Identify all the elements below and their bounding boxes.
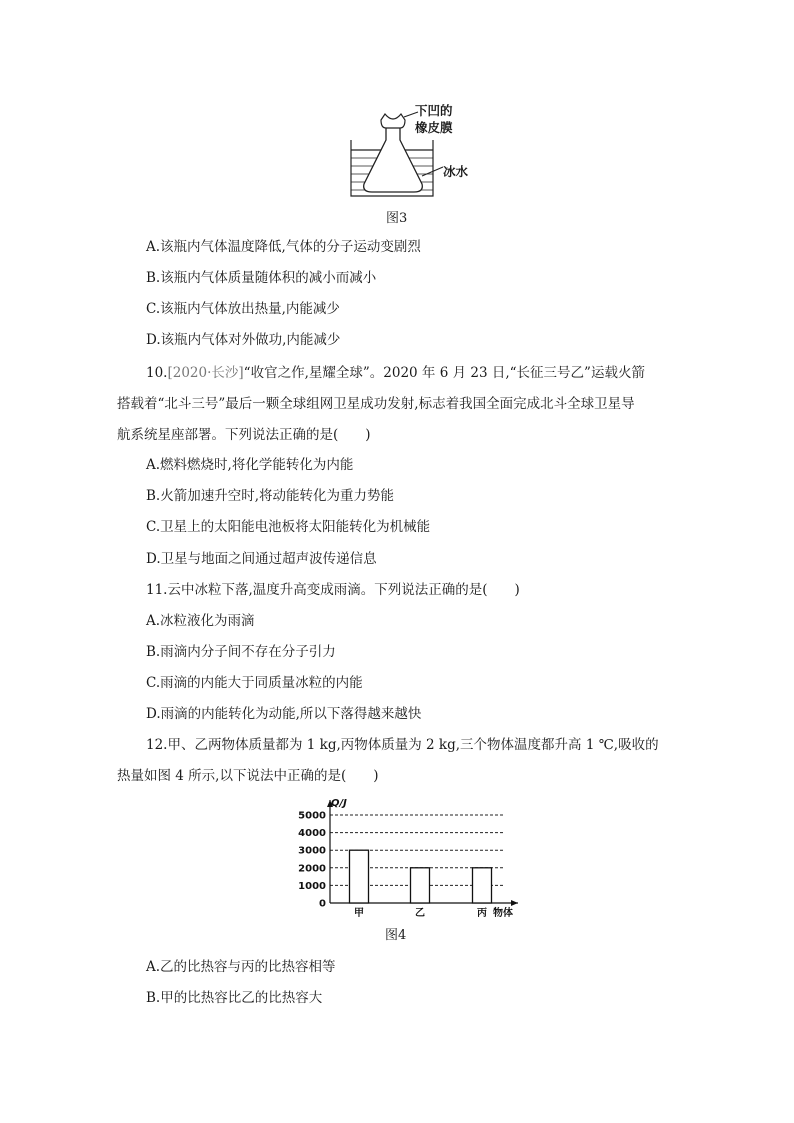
q9-option-b: B.该瓶内气体质量随体积的减小而减小 <box>146 270 377 286</box>
q10-number: 10. <box>146 365 168 381</box>
q10-option-d: D.卫星与地面之间通过超声波传递信息 <box>146 551 377 567</box>
q10-option-a: A.燃料燃烧时,将化学能转化为内能 <box>146 457 354 473</box>
membrane-label-2: 橡皮膜 <box>415 120 453 135</box>
figure-3-caption: 图3 <box>386 211 408 226</box>
q11-option-b: B.雨滴内分子间不存在分子引力 <box>146 644 336 660</box>
q12-stem-line-1: 12.甲、乙两物体质量都为 1 kg,丙物体质量为 2 kg,三个物体温度都升高 1 ℃,吸收的 <box>146 737 659 753</box>
x-axis-label: 物体 <box>493 908 513 919</box>
x-tick-label: 丙 <box>477 908 487 919</box>
q12-option-a: A.乙的比热容与丙的比热容相等 <box>146 959 336 975</box>
q10-option-c: C.卫星上的太阳能电池板将太阳能转化为机械能 <box>146 519 431 535</box>
y-tick-label: 0 <box>319 898 326 910</box>
bar <box>473 868 492 903</box>
q11-stem: 11.云中冰粒下落,温度升高变成雨滴。下列说法正确的是( ) <box>146 582 520 598</box>
bar <box>350 850 369 903</box>
x-tick-label: 甲 <box>354 908 364 919</box>
figure-4-caption: 图4 <box>385 928 407 943</box>
q9-option-d: D.该瓶内气体对外做功,内能减少 <box>146 332 341 348</box>
y-tick-label: 5000 <box>298 810 326 822</box>
y-tick-label: 1000 <box>298 880 326 892</box>
y-tick-label: 4000 <box>298 828 326 840</box>
bar <box>411 868 430 903</box>
q12-option-b: B.甲的比热容比乙的比热容大 <box>146 990 323 1006</box>
ice-water-label: 冰水 <box>443 164 469 179</box>
membrane-label: 下凹的 <box>415 103 453 118</box>
y-tick-label: 3000 <box>298 845 326 857</box>
q10-stem-line-2: 搭载着“北斗三号”最后一颗全球组网卫星成功发射,标志着我国全面完成北斗全球卫星导 <box>117 396 635 412</box>
q12-stem-line-2: 热量如图 4 所示,以下说法中正确的是( ) <box>117 768 379 784</box>
q9-option-a: A.该瓶内气体温度降低,气体的分子运动变剧烈 <box>146 239 421 255</box>
x-axis-arrow <box>511 900 518 906</box>
q9-option-c: C.该瓶内气体放出热量,内能减少 <box>146 301 340 317</box>
q10-source: [2020·长沙] <box>167 365 244 381</box>
q11-option-a: A.冰粒液化为雨滴 <box>146 613 255 629</box>
q11-option-d: D.雨滴的内能转化为动能,所以下落得越来越快 <box>146 706 422 722</box>
y-tick-label: 2000 <box>298 863 326 875</box>
q11-option-c: C.雨滴的内能大于同质量冰粒的内能 <box>146 675 363 691</box>
q10-option-b: B.火箭加速升空时,将动能转化为重力势能 <box>146 488 395 504</box>
q10-stem-text: “收官之作,星耀全球”。2020 年 6 月 23 日,“长征三号乙”运载火箭 <box>243 365 645 381</box>
q10-stem-line-3: 航系统星座部署。下列说法正确的是( ) <box>117 427 371 443</box>
y-axis-label: Q/J <box>331 798 347 809</box>
x-tick-label: 乙 <box>415 908 425 919</box>
